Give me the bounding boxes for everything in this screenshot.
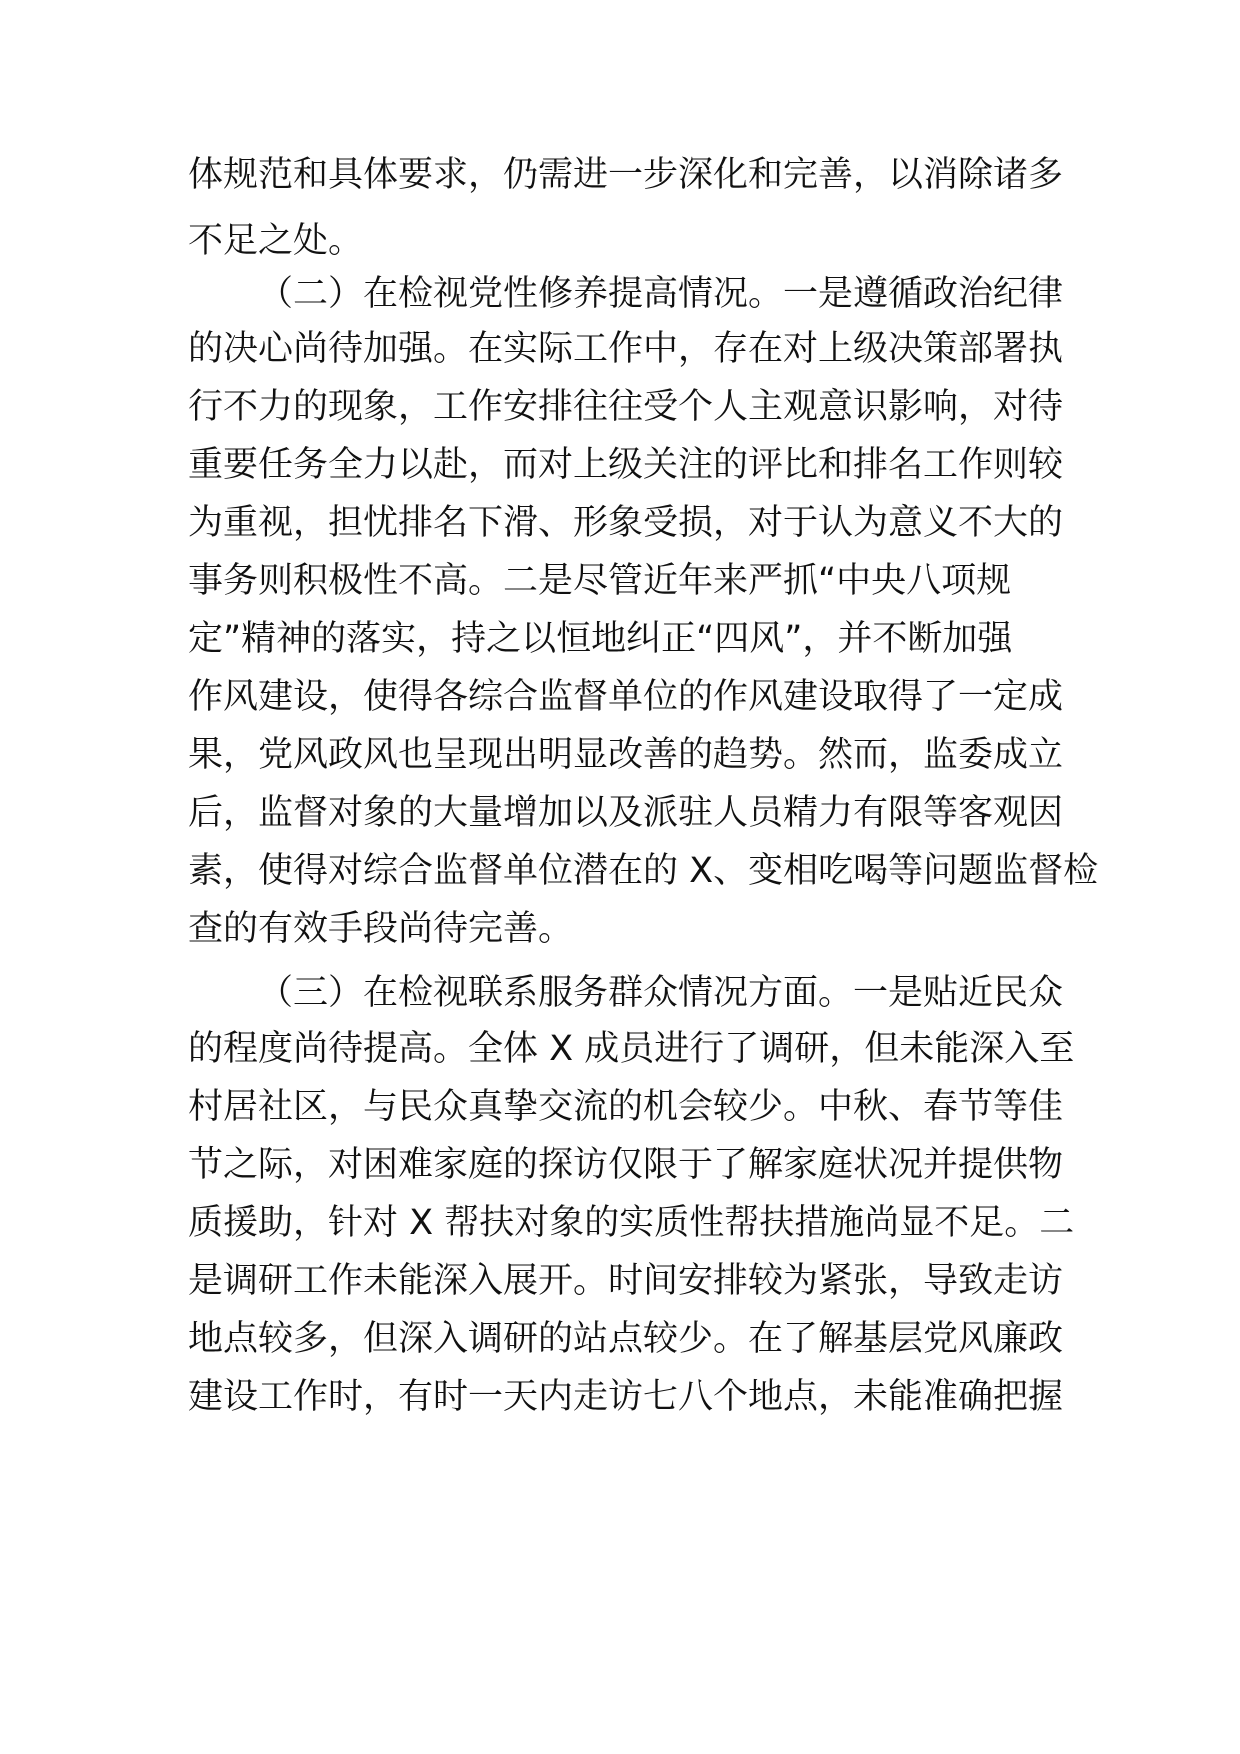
text-line: 事务则积极性不高。二是尽管近年来严抓“中央八项规 [188,561,1012,601]
text-line: 果，党风政风也呈现出明显改善的趋势。然而，监委成立 [188,735,1064,775]
text-line: 是调研工作未能深入展开。时间安排较为紧张，导致走访 [188,1261,1064,1301]
text-line: 质援助，针对 X 帮扶对象的实质性帮扶措施尚显不足。二 [188,1203,1075,1243]
section-heading-line: （三）在检视联系服务群众情况方面。一是贴近民众 [258,973,1064,1013]
text-line: 村居社区，与民众真挚交流的机会较少。中秋、春节等佳 [188,1087,1064,1127]
text-line: 建设工作时，有时一天内走访七八个地点，未能准确把握 [188,1377,1064,1417]
text-line: 定”精神的落实，持之以恒地纠正“四风”，并不断加强 [188,619,1013,659]
text-line: 为重视，担忧排名下滑、形象受损，对于认为意义不大的 [188,503,1064,543]
text-line: 地点较多，但深入调研的站点较少。在了解基层党风廉政 [188,1319,1064,1359]
text-line: 重要任务全力以赴，而对上级关注的评比和排名工作则较 [188,445,1064,485]
text-line: 后，监督对象的大量增加以及派驻人员精力有限等客观因 [188,793,1064,833]
text-line: 不足之处。 [188,221,364,261]
text-line: 素，使得对综合监督单位潜在的 X、变相吃喝等问题监督检 [188,851,1099,891]
text-line: 的程度尚待提高。全体 X 成员进行了调研，但未能深入至 [188,1029,1075,1069]
text-line: 节之际，对困难家庭的探访仅限于了解家庭状况并提供物 [188,1145,1064,1185]
text-line: 作风建设，使得各综合监督单位的作风建设取得了一定成 [188,677,1064,717]
section-heading-line: （二）在检视党性修养提高情况。一是遵循政治纪律 [258,274,1064,314]
text-line: 查的有效手段尚待完善。 [188,909,574,949]
text-line: 的决心尚待加强。在实际工作中，存在对上级决策部署执 [188,329,1064,369]
text-line: 行不力的现象，工作安排往往受个人主观意识影响，对待 [188,387,1064,427]
text-line: 体规范和具体要求，仍需进一步深化和完善，以消除诸多 [188,155,1064,195]
